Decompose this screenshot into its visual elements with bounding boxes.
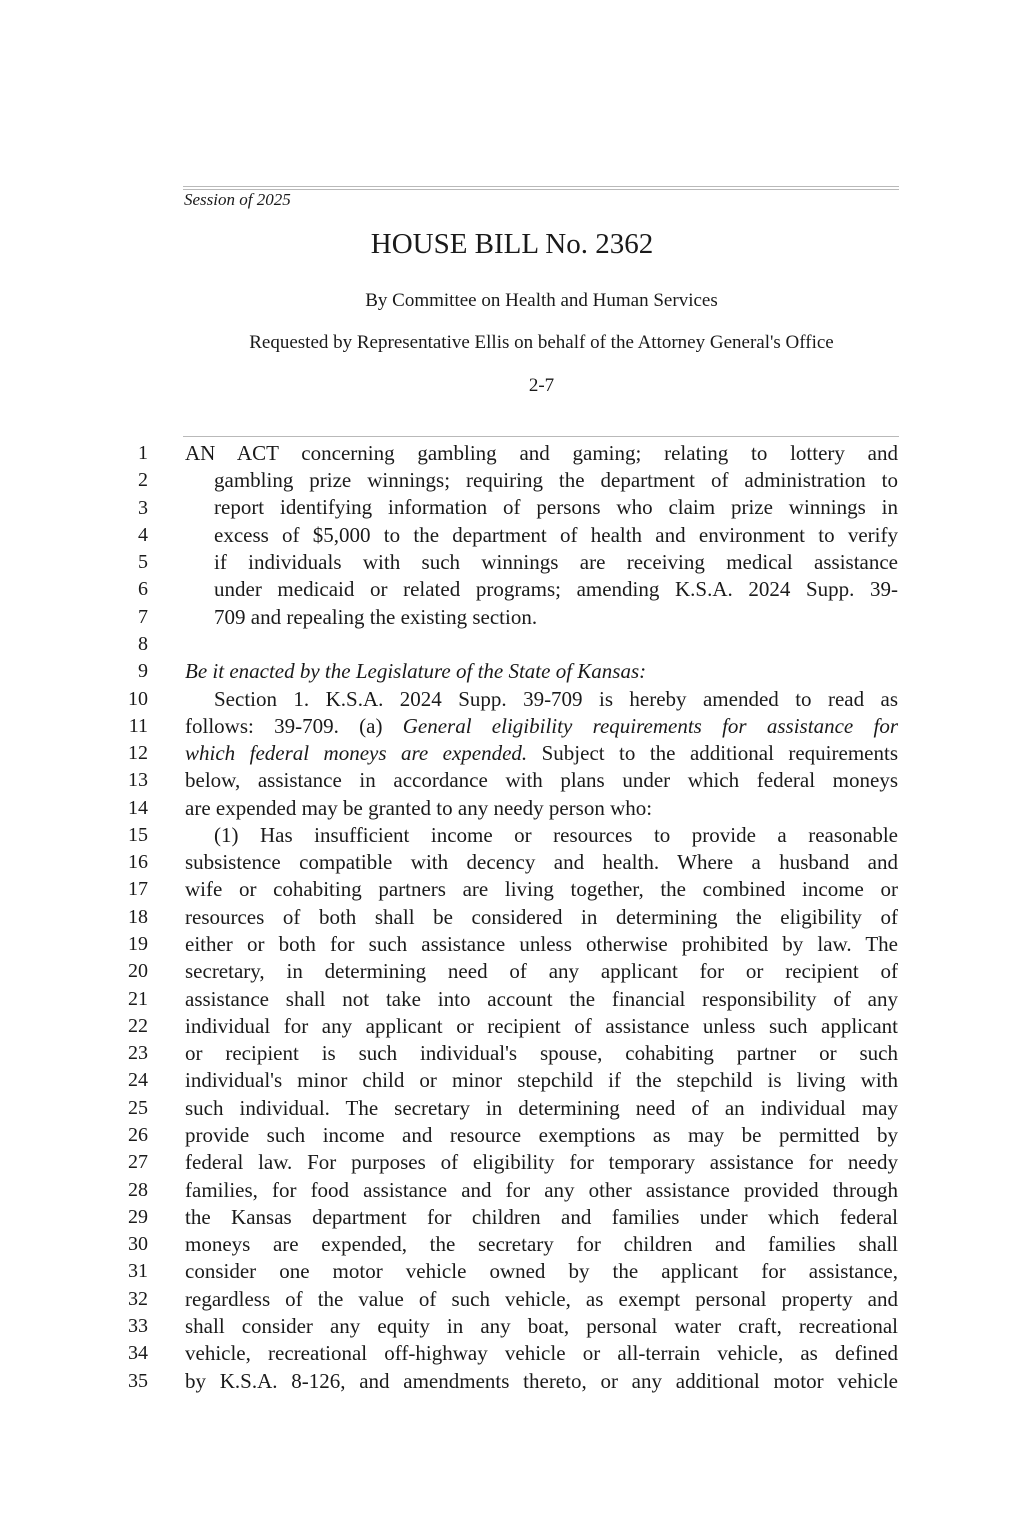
line-number: 19 bbox=[128, 933, 148, 956]
subsection-heading: General eligibility requirements for assistance for bbox=[402, 714, 898, 738]
body-rule bbox=[183, 436, 899, 437]
line-number: 15 bbox=[128, 823, 148, 846]
body-line: or recipient is such individual's spouse, cohabiting partner or such bbox=[185, 1041, 898, 1066]
body-line: secretary, in determining need of any applicant for or recipient of bbox=[185, 959, 898, 984]
line-number: 29 bbox=[128, 1205, 148, 1228]
line-number: 33 bbox=[128, 1314, 148, 1337]
body-line: such individual. The secretary in determining need of an individual may bbox=[185, 1095, 898, 1120]
line-number: 7 bbox=[138, 605, 148, 628]
body-line bbox=[185, 740, 898, 767]
body-line: either or both for such assistance unless otherwise prohibited by law. The bbox=[185, 932, 898, 957]
line-number: 27 bbox=[128, 1151, 148, 1174]
line-number: 20 bbox=[128, 960, 148, 983]
body-line: vehicle, recreational off-highway vehicle or all-terrain vehicle, as defined bbox=[185, 1341, 898, 1366]
line-number: 26 bbox=[128, 1124, 148, 1146]
line-number: 23 bbox=[128, 1042, 148, 1065]
body-line: are expended may be granted to any needy person who: bbox=[185, 796, 653, 820]
act-line: gambling prize winnings; requiring the department of administration to bbox=[214, 468, 898, 492]
line-number: 6 bbox=[138, 578, 148, 601]
paragraph-first-line: (1) Has insufficient income or resources to provide a reasonable bbox=[214, 823, 898, 847]
act-line: under medicaid or related programs; amending K.S.A. 2024 Supp. 39- bbox=[214, 577, 898, 601]
act-line: if individuals with such winnings are receiving medical assistance bbox=[214, 550, 898, 574]
body-line: shall consider any equity in any boat, personal water craft, recreational bbox=[185, 1313, 898, 1338]
line-number: 2 bbox=[138, 469, 148, 492]
enacting-clause: Be it enacted by the Legislature of the State of Kansas: bbox=[185, 659, 647, 683]
line-number: 34 bbox=[128, 1342, 148, 1365]
body-line: wife or cohabiting partners are living together, the combined income or bbox=[185, 877, 898, 902]
section-number: Section 1. bbox=[214, 687, 310, 711]
line-number: 1 bbox=[138, 442, 148, 464]
committee-line: By Committee on Health and Human Services bbox=[365, 290, 718, 311]
line-number: 11 bbox=[128, 714, 148, 737]
line-number: 14 bbox=[128, 796, 148, 819]
line-number: 3 bbox=[138, 496, 148, 519]
body-text: Subject to the additional requirements bbox=[527, 741, 898, 765]
line-number: 35 bbox=[128, 1369, 148, 1392]
line-number: 16 bbox=[128, 851, 148, 874]
line-number: 9 bbox=[138, 660, 148, 683]
line-number: 4 bbox=[138, 523, 148, 546]
body-line: below, assistance in accordance with plans under which federal moneys bbox=[185, 768, 898, 792]
act-line: report identifying information of persons who claim prize winnings in bbox=[214, 495, 898, 519]
body-text: follows: 39-709. (a) bbox=[185, 714, 403, 738]
date-line: 2-7 bbox=[528, 375, 555, 396]
subsection-heading: which federal moneys are expended. bbox=[185, 741, 528, 765]
line-number: 17 bbox=[128, 878, 148, 901]
body-line: assistance shall not take into account the financial responsibility of any bbox=[185, 986, 898, 1011]
bill-title: HOUSE BILL No. 2362 bbox=[370, 228, 654, 260]
line-number: 24 bbox=[128, 1069, 148, 1092]
line-number: 31 bbox=[128, 1260, 148, 1283]
line-number: 30 bbox=[128, 1233, 148, 1256]
act-line: AN ACT concerning gambling and gaming; relating to lottery and bbox=[185, 441, 898, 465]
body-line: regardless of the value of such vehicle, as exempt personal property and bbox=[185, 1286, 898, 1311]
body-line: federal law. For purposes of eligibility for temporary assistance for needy bbox=[185, 1150, 898, 1175]
line-number: 10 bbox=[128, 687, 148, 710]
line-number: 12 bbox=[128, 742, 148, 765]
line-number: 21 bbox=[128, 987, 148, 1010]
line-number: 25 bbox=[128, 1096, 148, 1119]
act-line: excess of $5,000 to the department of health and environment to verify bbox=[214, 523, 898, 547]
act-line: 709 and repealing the existing section. bbox=[214, 605, 538, 629]
body-line: moneys are expended, the secretary for children and families shall bbox=[185, 1232, 898, 1257]
session-label: Session of 2025 bbox=[184, 190, 291, 209]
line-number: 13 bbox=[128, 769, 148, 792]
section-heading-line bbox=[214, 686, 898, 713]
body-line: provide such income and resource exemptions as may be permitted by bbox=[185, 1123, 898, 1147]
line-number: 18 bbox=[128, 905, 148, 928]
line-number: 22 bbox=[128, 1014, 148, 1037]
header-rule-upper bbox=[183, 186, 899, 187]
body-line: consider one motor vehicle owned by the applicant for assistance, bbox=[185, 1259, 898, 1284]
line-number: 5 bbox=[138, 551, 148, 574]
body-line: the Kansas department for children and families under which federal bbox=[185, 1204, 898, 1229]
line-number: 8 bbox=[138, 632, 148, 655]
body-line: resources of both shall be considered in determining the eligibility of bbox=[185, 904, 898, 929]
section-text: K.S.A. 2024 Supp. 39-709 is hereby amended to read as bbox=[325, 687, 899, 711]
body-line bbox=[185, 713, 898, 740]
body-line: by K.S.A. 8-126, and amendments thereto, or any additional motor vehicle bbox=[185, 1368, 898, 1393]
line-number: 32 bbox=[128, 1287, 148, 1310]
line-number: 28 bbox=[128, 1178, 148, 1201]
body-line: individual for any applicant or recipient of assistance unless such applicant bbox=[185, 1013, 898, 1038]
body-line: subsistence compatible with decency and health. Where a husband and bbox=[185, 850, 898, 875]
requested-by-line: Requested by Representative Ellis on behalf of the Attorney General's Office bbox=[249, 332, 834, 353]
body-line: families, for food assistance and for any other assistance provided through bbox=[185, 1177, 898, 1202]
body-line: individual's minor child or minor stepchild if the stepchild is living with bbox=[185, 1068, 898, 1093]
